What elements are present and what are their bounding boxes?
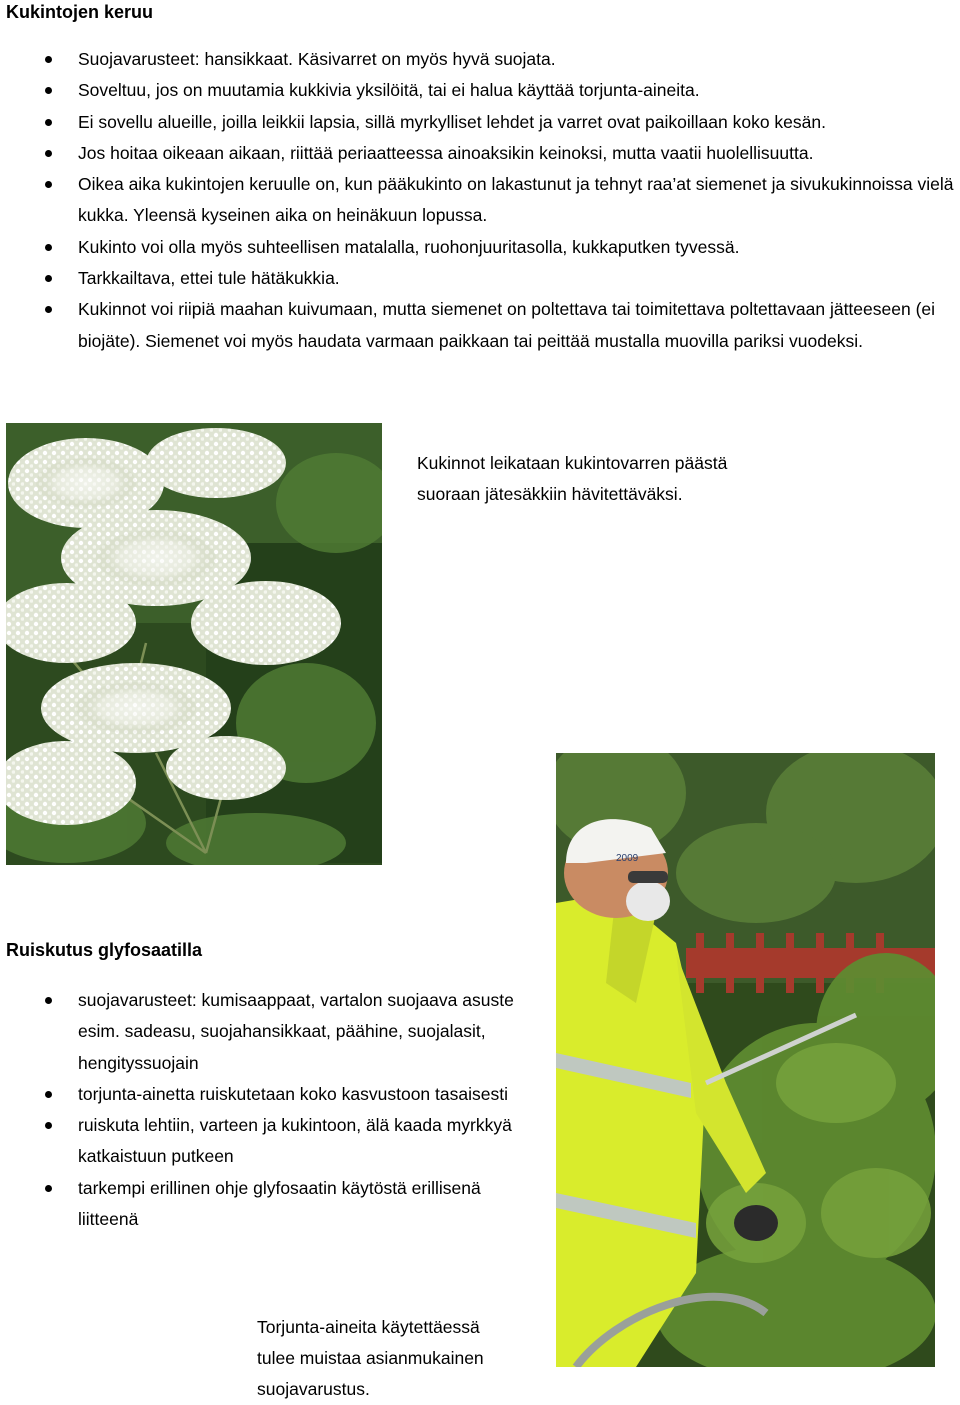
- list-item: Kukinto voi olla myös suhteellisen matalalla, ruohonjuuritasolla, kukkaputken tyvessä.: [78, 232, 958, 263]
- bullet-icon: [45, 997, 52, 1004]
- list-item: tarkempi erillinen ohje glyfosaatin käytöstä erillisenä liitteenä: [78, 1173, 528, 1236]
- bullet-icon: [45, 119, 52, 126]
- list-item: Soveltuu, jos on muutamia kukkivia yksilöitä, tai ei halua käyttää torjunta-aineita.: [78, 75, 958, 106]
- list-item: Kukinnot voi riipiä maahan kuivumaan, mutta siemenet on poltettava tai toimitettava poltettavaan jätteeseen (ei biojäte). Siemenet voi myös haudata varmaan paikkaan tai peittää mustalla muovilla pariksi vuodeksi.: [78, 294, 958, 357]
- spraying-worker-photo: [556, 753, 935, 1367]
- bullet-icon: [45, 87, 52, 94]
- bullet-icon: [45, 275, 52, 282]
- bullet-list-kukintojen-keruu: [78, 44, 958, 357]
- list-item: suojavarusteet: kumisaappaat, vartalon suojaava asuste esim. sadeasu, suojahansikkaat, päähine, suojalasit, hengityssuojain: [78, 985, 528, 1079]
- bullet-icon: [45, 150, 52, 157]
- list-item: ruiskuta lehtiin, varteen ja kukintoon, älä kaada myrkkyä katkaistuun putkeen: [78, 1110, 528, 1173]
- photo-caption-spraying: Torjunta-aineita käytettäessä tulee muistaa asianmukainen suojavarustus.: [257, 1317, 484, 1399]
- list-item: Jos hoitaa oikeaan aikaan, riittää periaatteessa ainoaksikin keinoksi, mutta vaatii huolellisuutta.: [78, 138, 958, 169]
- bullet-icon: [45, 1185, 52, 1192]
- bullet-icon: [45, 1091, 52, 1098]
- svg-text:2009: 2009: [616, 853, 639, 864]
- list-item: Oikea aika kukintojen keruulle on, kun pääkukinto on lakastunut ja tehnyt raa’at siemenet ja sivukukinnoissa vielä kukka. Yleensä kyseinen aika on heinäkuun lopussa.: [78, 169, 958, 232]
- bullet-icon: [45, 306, 52, 313]
- section-heading-kukintojen-keruu: Kukintojen keruu: [6, 2, 154, 22]
- bullet-list-ruiskutus: [78, 985, 528, 1235]
- photo-caption-flowers: Kukinnot leikataan kukintovarren päästä suoraan jätesäkkiin hävitettäväksi.: [417, 453, 728, 504]
- bullet-icon: [45, 244, 52, 251]
- section-heading-ruiskutus: Ruiskutus glyfosaatilla: [6, 940, 203, 960]
- list-item: torjunta-ainetta ruiskutetaan koko kasvustoon tasaisesti: [78, 1079, 528, 1110]
- list-item: Tarkkailtava, ettei tule hätäkukkia.: [78, 263, 958, 294]
- list-item: Suojavarusteet: hansikkaat. Käsivarret on myös hyvä suojata.: [78, 44, 958, 75]
- bullet-icon: [45, 181, 52, 188]
- list-item: Ei sovellu alueille, joilla leikkii lapsia, sillä myrkylliset lehdet ja varret ovat paikoillaan koko kesän.: [78, 107, 958, 138]
- bullet-icon: [45, 56, 52, 63]
- hogweed-flowers-photo: [6, 423, 382, 865]
- bullet-icon: [45, 1122, 52, 1129]
